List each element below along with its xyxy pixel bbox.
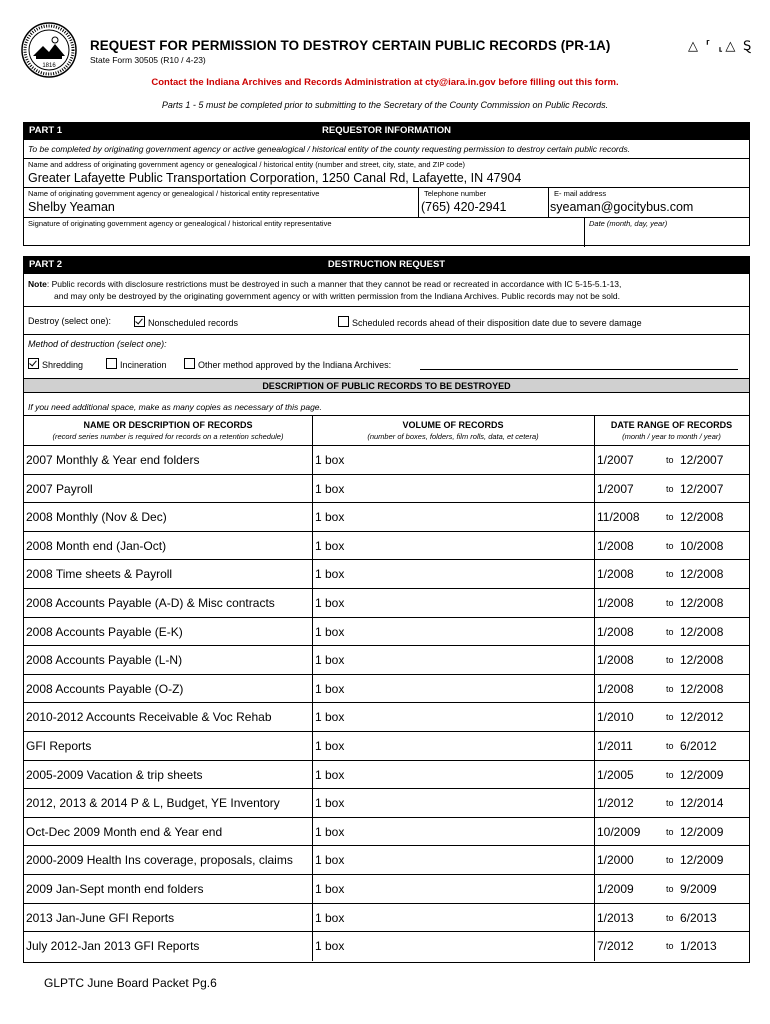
record-name[interactable]: 2010-2012 Accounts Receivable & Voc Rehab: [26, 710, 272, 725]
record-date-to[interactable]: 6/2013: [680, 910, 717, 925]
column-divider: [594, 618, 595, 647]
record-volume[interactable]: 1 box: [315, 853, 345, 868]
to-word: to: [666, 769, 674, 780]
record-volume[interactable]: 1 box: [315, 481, 345, 496]
method-label: Method of destruction (select one):: [28, 339, 167, 349]
column-divider: [594, 904, 595, 933]
column-divider: [312, 446, 313, 475]
record-volume[interactable]: 1 box: [315, 796, 345, 811]
table-row: [24, 674, 749, 703]
column-divider: [312, 846, 313, 875]
column-divider: [312, 675, 313, 704]
shredding-checkbox[interactable]: [28, 358, 39, 369]
scheduled-checkbox[interactable]: [338, 316, 349, 327]
incineration-label: Incineration: [120, 360, 167, 370]
to-word: to: [666, 626, 674, 637]
other-method-line[interactable]: [420, 369, 738, 370]
contact-email[interactable]: cty@iara.in.gov: [425, 77, 496, 88]
record-date-from[interactable]: 1/2005: [597, 767, 634, 782]
representative-field[interactable]: Shelby Yeaman: [28, 200, 115, 214]
record-name[interactable]: July 2012-Jan 2013 GFI Reports: [26, 939, 200, 954]
to-word: to: [666, 455, 674, 465]
record-name[interactable]: 2013 Jan-June GFI Reports: [26, 910, 175, 925]
column-divider: [594, 646, 595, 675]
table-row: [24, 702, 749, 731]
note-line2: and may only be destroyed by the originating government agency or with written permission from the Indiana Archives. Public records may not be sold.: [54, 291, 621, 301]
record-date-from[interactable]: 1/2008: [597, 681, 634, 696]
record-date-from[interactable]: 1/2008: [597, 653, 634, 668]
record-date-from[interactable]: 1/2012: [597, 796, 634, 811]
record-name[interactable]: 2007 Payroll: [26, 481, 93, 496]
part2-section: [23, 273, 750, 963]
col-date-subheader: (month / year to month / year): [622, 432, 721, 441]
scheduled-label: Scheduled records ahead of their disposition date due to severe damage: [352, 318, 642, 328]
column-divider: [312, 589, 313, 618]
to-word: to: [666, 855, 674, 866]
record-volume[interactable]: 1 box: [315, 624, 345, 639]
part1-title: REQUESTOR INFORMATION: [322, 125, 451, 136]
column-divider: [594, 789, 595, 818]
to-word: to: [666, 598, 674, 608]
record-date-from[interactable]: 11/2008: [597, 510, 640, 525]
shredding-option[interactable]: [28, 358, 83, 370]
record-date-to[interactable]: 12/2012: [680, 710, 724, 725]
record-date-to[interactable]: 12/2008: [680, 653, 724, 668]
column-divider: [594, 446, 595, 475]
email-label: E- mail address: [554, 189, 607, 198]
email-field[interactable]: syeaman@gocitybus.com: [550, 200, 694, 214]
table-row: [24, 588, 749, 617]
column-divider: [594, 761, 595, 790]
record-volume[interactable]: 1 box: [315, 567, 345, 582]
part1-header-bar: [23, 122, 750, 139]
part2-header-bar: [23, 256, 750, 273]
record-volume[interactable]: 1 box: [315, 882, 345, 896]
record-volume[interactable]: 1 box: [315, 939, 345, 954]
record-volume[interactable]: 1 box: [315, 596, 345, 610]
to-word: to: [666, 683, 674, 694]
record-volume[interactable]: 1 box: [315, 910, 345, 925]
record-date-to[interactable]: 12/2008: [680, 567, 724, 582]
to-word: to: [666, 798, 674, 809]
to-word: to: [666, 912, 674, 923]
column-divider: [594, 932, 595, 961]
table-row: [24, 874, 749, 903]
col-date-header: DATE RANGE OF RECORDS: [610, 420, 733, 430]
nonscheduled-option[interactable]: [134, 316, 238, 328]
column-divider: [312, 932, 313, 961]
record-name[interactable]: 2009 Jan-Sept month end folders: [26, 882, 204, 896]
column-divider: [594, 475, 595, 504]
to-word: to: [666, 540, 674, 551]
table-row: [24, 903, 749, 932]
table-row: [24, 617, 749, 646]
record-volume[interactable]: 1 box: [315, 767, 345, 782]
record-date-from[interactable]: 1/2008: [597, 567, 634, 582]
record-date-to[interactable]: 1/2013: [680, 939, 717, 954]
record-date-to[interactable]: 10/2008: [680, 538, 724, 553]
contact-notice: [0, 77, 770, 88]
corner-mark: △ ⸢ ⸤△ Ȿ: [688, 38, 754, 53]
record-date-from[interactable]: 1/2013: [597, 910, 634, 925]
record-name[interactable]: 2008 Accounts Payable (E-K): [26, 624, 183, 639]
column-divider: [312, 904, 313, 933]
telephone-field[interactable]: (765) 420-2941: [421, 200, 507, 214]
form-title: REQUEST FOR PERMISSION TO DESTROY CERTAIN PUBLIC RECORDS (PR-1A): [90, 38, 611, 53]
record-date-from[interactable]: 1/2008: [597, 624, 634, 639]
to-word: to: [666, 826, 674, 837]
record-date-to[interactable]: 12/2008: [680, 596, 724, 610]
column-divider: [594, 532, 595, 561]
state-seal-logo: [21, 22, 77, 78]
record-name[interactable]: 2008 Month end (Jan-Oct): [26, 538, 167, 553]
to-word: to: [666, 512, 674, 523]
record-date-to[interactable]: 12/2009: [680, 853, 724, 868]
to-word: to: [666, 655, 674, 666]
table-row: [24, 531, 749, 560]
record-date-from[interactable]: 7/2012: [597, 939, 634, 954]
column-divider: [312, 532, 313, 561]
contact-prefix: Contact the Indiana Archives and Records Administration at: [151, 77, 423, 88]
column-divider: [594, 732, 595, 761]
record-volume[interactable]: 1 box: [315, 453, 345, 467]
record-date-to[interactable]: 12/2008: [680, 624, 724, 639]
record-name[interactable]: 2007 Monthly & Year end folders: [26, 453, 200, 467]
record-date-to[interactable]: 9/2009: [680, 882, 717, 896]
record-date-from[interactable]: 1/2008: [597, 596, 634, 610]
record-date-from[interactable]: 1/2007: [597, 453, 634, 467]
col-volume-subheader: (number of boxes, folders, film rolls, data, et cetera): [367, 432, 539, 441]
other-method-checkbox[interactable]: [184, 358, 195, 369]
col-name-subheader: (record series number is required for records on a retention schedule): [52, 432, 284, 441]
signature-label: Signature of originating government agency or genealogical / historical entity representative: [28, 219, 332, 228]
record-date-from[interactable]: 10/2009: [597, 824, 641, 839]
column-divider: [312, 560, 313, 589]
to-word: to: [666, 712, 674, 723]
other-method-label: Other method approved by the Indiana Archives:: [198, 360, 392, 370]
part1-label: PART 1: [29, 125, 63, 136]
record-date-to[interactable]: 12/2009: [680, 767, 724, 782]
column-divider: [312, 818, 313, 847]
column-divider: [594, 560, 595, 589]
record-name[interactable]: Oct-Dec 2009 Month end & Year end: [26, 824, 223, 839]
nonscheduled-checkbox[interactable]: [134, 316, 145, 327]
nonscheduled-label: Nonscheduled records: [148, 318, 239, 328]
table-row: [24, 474, 749, 503]
record-date-to[interactable]: 12/2008: [680, 681, 724, 696]
record-date-from[interactable]: 1/2009: [597, 882, 634, 896]
column-divider: [312, 789, 313, 818]
table-row: [24, 645, 749, 674]
table-row: [24, 788, 749, 817]
record-date-from[interactable]: 1/2011: [597, 739, 633, 753]
record-date-to[interactable]: 12/2014: [680, 796, 724, 811]
column-divider: [312, 503, 313, 532]
record-date-to[interactable]: 12/2009: [680, 824, 724, 839]
table-row: [24, 931, 749, 960]
to-word: to: [666, 569, 674, 580]
col-volume-header: VOLUME OF RECORDS: [402, 420, 504, 430]
record-date-from[interactable]: 1/2000: [597, 853, 634, 868]
record-name[interactable]: 2008 Accounts Payable (L-N): [26, 653, 183, 668]
record-date-to[interactable]: 12/2008: [680, 510, 724, 525]
to-word: to: [666, 941, 674, 952]
column-divider: [312, 732, 313, 761]
date-label: Date (month, day, year): [589, 219, 668, 228]
record-name[interactable]: 2000-2009 Health Ins coverage, proposals, claims: [26, 853, 293, 868]
column-divider: [594, 875, 595, 904]
form-number: State Form 30505 (R10 / 4-23): [90, 55, 206, 65]
table-row: [24, 817, 749, 846]
address-label: Name and address of originating government agency or genealogical / historical entity (number and street, city, state, and ZIP code): [28, 160, 466, 169]
table-row: [24, 731, 749, 760]
description-note: If you need additional space, make as many copies as necessary of this page.: [28, 402, 322, 412]
column-divider: [312, 875, 313, 904]
record-volume[interactable]: 1 box: [315, 739, 345, 753]
record-name[interactable]: 2008 Time sheets & Payroll: [26, 567, 173, 582]
col-name-header: NAME OR DESCRIPTION OF RECORDS: [83, 420, 253, 430]
part2-title: DESTRUCTION REQUEST: [327, 259, 446, 270]
column-divider: [594, 818, 595, 847]
incineration-option[interactable]: [106, 358, 167, 370]
note-label: Note: [28, 279, 47, 289]
column-divider: [312, 703, 313, 732]
record-volume[interactable]: 1 box: [315, 653, 345, 668]
seal-year: 1816: [42, 63, 56, 69]
record-date-from[interactable]: 1/2008: [597, 538, 634, 553]
shredding-label: Shredding: [42, 360, 84, 370]
column-divider: [594, 846, 595, 875]
part1-instructions: To be completed by originating government agency or active genealogical / historical entity of the county requesting permission to destroy certain public records.: [28, 144, 631, 154]
column-divider: [312, 618, 313, 647]
destroy-prefix: Destroy (select one):: [28, 316, 112, 326]
table-row: [24, 845, 749, 874]
column-divider: [594, 503, 595, 532]
record-volume[interactable]: 1 box: [315, 710, 345, 725]
record-name[interactable]: 2008 Accounts Payable (A-D) & Misc contracts: [26, 596, 275, 610]
table-row: [24, 559, 749, 588]
description-bar: DESCRIPTION OF PUBLIC RECORDS TO BE DESTROYED: [24, 378, 749, 393]
parts-note: Parts 1 - 5 must be completed prior to submitting to the Secretary of the County Commission on Public Records.: [161, 100, 609, 110]
other-method-option[interactable]: [184, 358, 391, 370]
column-divider: [594, 589, 595, 618]
to-word: to: [666, 884, 674, 894]
record-name[interactable]: 2008 Monthly (Nov & Dec): [26, 510, 167, 525]
record-date-to[interactable]: 6/2012: [680, 739, 717, 753]
note-line1: : Public records with disclosure restrictions must be destroyed in such a manner that they cannot be read or recreated in accordance with IC 5-15-5.1-13,: [46, 279, 622, 289]
column-divider: [312, 475, 313, 504]
record-name[interactable]: 2008 Accounts Payable (O-Z): [26, 681, 184, 696]
record-date-to[interactable]: 12/2007: [680, 453, 724, 467]
record-name[interactable]: 2005-2009 Vacation & trip sheets: [26, 767, 203, 782]
contact-suffix: before filling out this form.: [498, 77, 619, 88]
column-divider: [594, 703, 595, 732]
footer-page-label: GLPTC June Board Packet Pg.6: [44, 976, 217, 990]
representative-label: Name of originating government agency or genealogical / historical entity representative: [28, 189, 320, 198]
table-row: [24, 445, 749, 474]
address-field[interactable]: Greater Lafayette Public Transportation Corporation, 1250 Canal Rd, Lafayette, IN 47904: [28, 171, 522, 185]
disclosure-note: [28, 278, 743, 302]
record-volume[interactable]: 1 box: [315, 510, 345, 525]
record-volume[interactable]: 1 box: [315, 824, 345, 839]
incineration-checkbox[interactable]: [106, 358, 117, 369]
to-word: to: [666, 741, 674, 751]
record-volume[interactable]: 1 box: [315, 538, 345, 553]
record-date-from[interactable]: 1/2007: [597, 481, 634, 496]
record-date-to[interactable]: 12/2007: [680, 481, 724, 496]
column-divider: [312, 646, 313, 675]
record-volume[interactable]: 1 box: [315, 681, 345, 696]
record-date-from[interactable]: 1/2010: [597, 710, 634, 725]
to-word: to: [666, 483, 674, 494]
table-row: [24, 760, 749, 789]
record-name[interactable]: 2012, 2013 & 2014 P & L, Budget, YE Inventory: [26, 796, 280, 811]
scheduled-option[interactable]: [338, 316, 642, 328]
column-divider: [312, 761, 313, 790]
record-name[interactable]: GFI Reports: [26, 739, 92, 753]
column-divider: [594, 675, 595, 704]
part2-label: PART 2: [29, 259, 63, 270]
part1-section: [23, 139, 750, 246]
telephone-label: Telephone number: [424, 189, 487, 198]
table-row: [24, 502, 749, 531]
